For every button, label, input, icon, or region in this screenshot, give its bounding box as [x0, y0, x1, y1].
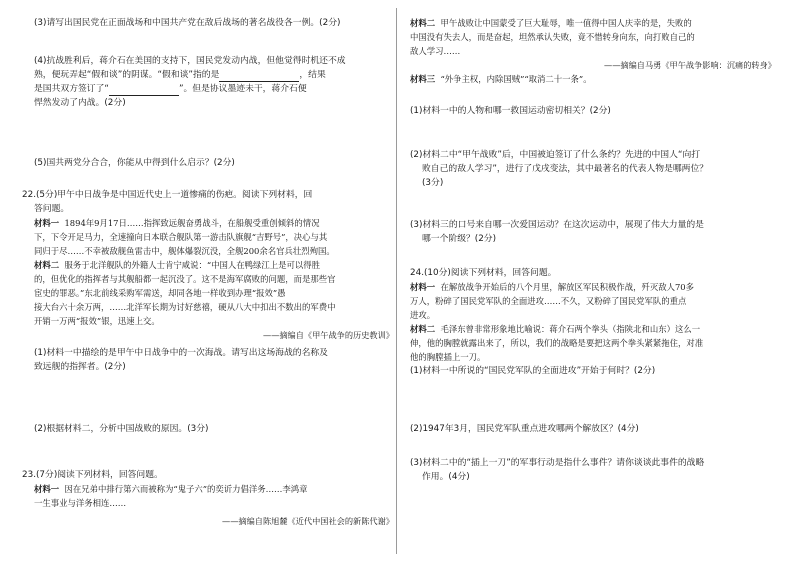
- question-line: (2)材料二中“甲午战败”后，中国被迫签订了什么条约？先进的中国人“向打: [410, 150, 701, 160]
- answer-blank-2[interactable]: [109, 85, 179, 96]
- material-text: 1894年9月17日……指挥致远舰奋勇战斗，在船舰受重创倾斜的情况: [64, 218, 320, 228]
- q22-stem: 22.(5分)甲午中日战争是中国近代史上一道惨痛的伤疤。阅读下列材料，回: [22, 190, 313, 200]
- material-label: 材料一: [410, 282, 436, 292]
- material-text: 在解放战争开始后的八个月里，解放区军民积极作战，歼灭敌人70多: [440, 282, 694, 292]
- q23-sub-2: [410, 148, 776, 190]
- q21-4-line3: [34, 82, 394, 96]
- material-text: 甲午战败让中国蒙受了巨大耻辱，唯一值得中国人庆幸的是，失败的: [440, 18, 692, 28]
- q21-5: (5)国共两党分合合，你能从中得到什么启示？(2分): [34, 158, 235, 168]
- material-label: 材料二: [410, 324, 436, 334]
- material-text: 下，下令开足马力，全速撞向日本联合舰队第一游击队旗舰“吉野号”，决心与其: [34, 232, 328, 242]
- question-line: (3分): [422, 178, 444, 188]
- material-text: 的，但优化的指挥者与其舰船都一起沉没了。这不是海军腐败的问题，而是那些官: [34, 274, 336, 284]
- q23-sub-3: [410, 218, 776, 246]
- q21-4-line2: [34, 68, 394, 82]
- material-text: 因在兄弟中排行第六而被称为“鬼子六”的奕䜣力倡洋务……李鸿章: [64, 484, 308, 494]
- q22: [22, 188, 394, 374]
- q22-sub-2: (2)根据材料二，分析中国战败的原因。(3分): [34, 424, 209, 434]
- q21-4-line4: 悍然发动了内战。(2分): [34, 98, 126, 108]
- material-text: 中国没有失去人，而是奋起，坦然承认失败，竟不惜转身向东，向打败自己的: [410, 32, 695, 42]
- q23-material-2: [410, 16, 776, 86]
- q22-material-1: [22, 216, 394, 258]
- source-citation: ——摘编自马勇《甲午战争影响：沉痛的转身》: [604, 60, 776, 70]
- q21-4-line3-tail: ”。但是协议墨迹未干，蒋介石便: [178, 84, 307, 94]
- q24-stem: 24.(10分)阅读下列材料，回答问题。: [410, 268, 557, 278]
- q23-sub-1: (1)材料一中的人物和哪一救国运动密切相关？(2分): [410, 106, 611, 116]
- material-text: 进攻。: [410, 310, 436, 320]
- q24: [410, 266, 776, 378]
- q24-sub-1: (1)材料一中所说的“国民党军队的全面进攻”开始于何时？(2分): [410, 366, 656, 376]
- material-label: 材料三: [410, 74, 436, 84]
- material-label: 材料二: [410, 18, 436, 28]
- material-label: 材料一: [34, 218, 60, 228]
- q22-stem-2: 答问题。: [34, 204, 70, 214]
- question-line: 哪一个阶级？(2分): [422, 234, 497, 244]
- material-text: 宦史的罪恶。”东北前线采购军需送，却同各地一样收到办理“报效”愚: [34, 288, 286, 298]
- q22-material-2: [22, 258, 394, 328]
- q21-4: [22, 54, 394, 110]
- material-text: 接大台六十余万两，……北洋军长期为讨好慈禧，硬从八大中扣出不数出的军费中: [34, 302, 336, 312]
- material-text: 万人，粉碎了国民党军队的全面进攻……不久，又粉碎了国民党军队的重点: [410, 296, 687, 306]
- material-text: 一生事业与洋务相连……: [34, 498, 127, 508]
- material-text: 开销一万两“报效”银，迅速上交。: [34, 316, 160, 326]
- question-line: 作用。(4分): [422, 472, 470, 482]
- material-text: 同归于尽……不幸被敌舰鱼雷击中，舰体爆裂沉没，全舰200余名官兵壮烈殉国。: [34, 246, 335, 256]
- q23-material-1: [22, 482, 394, 510]
- q24-sub-2: (2)1947年3月，国民党军队重点进攻哪两个解放区？(4分): [410, 424, 639, 434]
- material-text: “外争主权，内除国贼”“取消二十一条”。: [440, 74, 592, 84]
- question-line: (3)材料三的口号来自哪一次爱国运动？在这次运动中，展现了伟大力量的是: [410, 220, 704, 230]
- q21-4-line2-text: 熟，便玩弄起“假和谈”的阴谋。“假和谈”指的是: [34, 70, 220, 80]
- material-text: 他的胸膛插上一刀。: [410, 352, 486, 362]
- material-label: 材料一: [34, 484, 60, 494]
- q21-4-line1: (4)抗战胜利后，蒋介石在美国的支持下，国民党发动内战，但他觉得时机还不成: [34, 56, 346, 66]
- answer-blank-1[interactable]: [219, 71, 299, 82]
- q22-sub-1: (1)材料一中描绘的是甲午中日战争中的一次海战。请写出这场海战的名称及: [34, 348, 328, 358]
- q24-material-2: [410, 322, 776, 364]
- source-citation: ——摘编自《甲午战争的历史教训》: [262, 330, 394, 340]
- question-line: (3)材料二中的“插上一刀”的军事行动是指什么事件？请你谈谈此事件的战略: [410, 458, 705, 468]
- q21-4-line2-tail: ，结果: [299, 70, 326, 80]
- column-divider: [396, 8, 397, 554]
- material-text: 服务于北洋舰队的外籍人士肯宁咸说：“中国人在鸭绿江上是可以得胜: [64, 260, 320, 270]
- q22-sub-1b: 致远舰的指挥者。(2分): [34, 362, 126, 372]
- q21-3: (3)请写出国民党在正面战场和中国共产党在敌后战场的著名战役各一例。(2分): [34, 18, 341, 28]
- q24-material-1: [410, 280, 776, 322]
- q23: [22, 468, 394, 528]
- material-label: 材料二: [34, 260, 60, 270]
- source-citation: ——摘编自陈旭麓《近代中国社会的新陈代谢》: [222, 516, 394, 526]
- q24-sub-3: [410, 456, 776, 484]
- material-text: 伸，他的胸膛就露出来了，所以，我们的战略是要把这两个拳头紧紧拖住，对准: [410, 338, 704, 348]
- q21-4-line3-text: 是国共双方签订了“: [34, 84, 109, 94]
- question-line: 败自己的敌人学习”，进行了戊戌变法，其中最著名的代表人物是哪两位？: [422, 164, 709, 174]
- q23-stem: 23.(7分)阅读下列材料，回答问题。: [22, 470, 163, 480]
- material-text: 毛泽东曾非常形象地比喻说：蒋介石两个拳头（指陕北和山东）这么一: [440, 324, 701, 334]
- material-text: 敌人学习……: [410, 46, 461, 56]
